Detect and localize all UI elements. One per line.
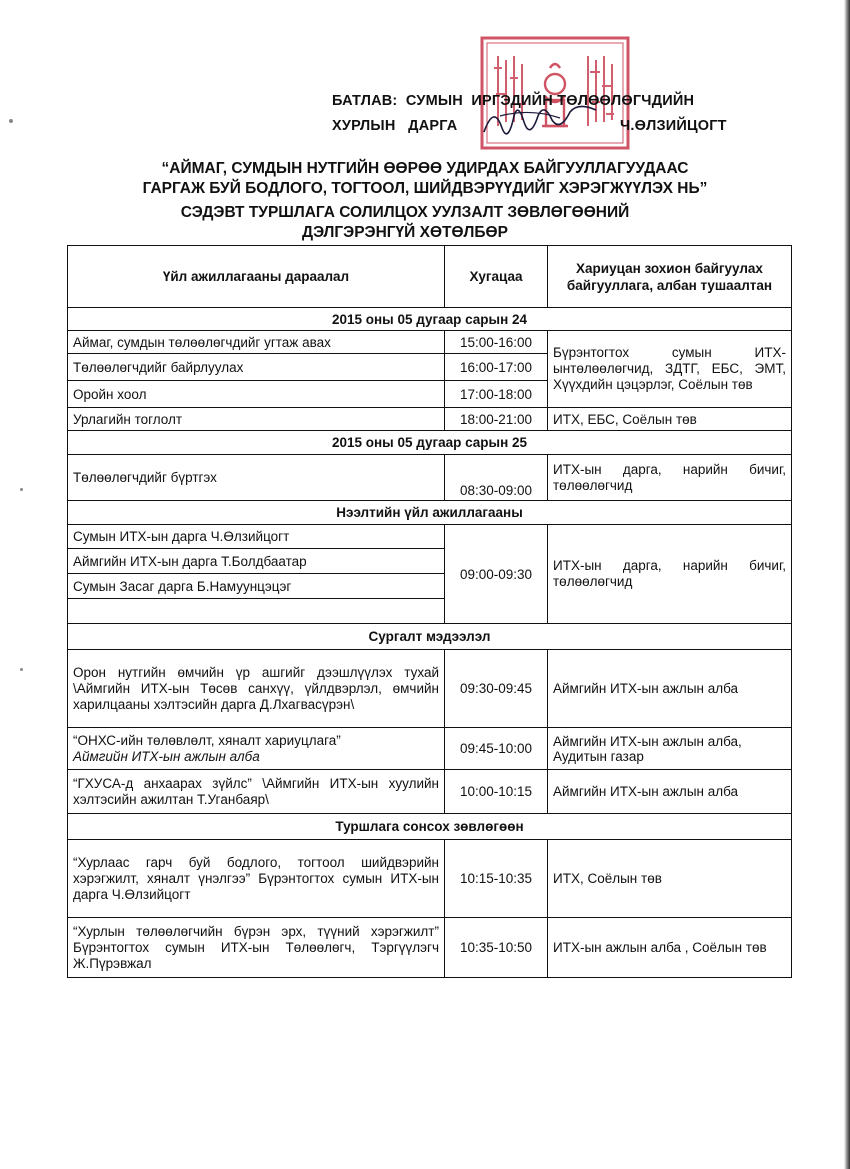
responsible-cell: Аймгийн ИТХ-ын ажлын алба [548,650,792,728]
activity-cell: “Хурлаас гарч буй бодлого, тогтоол шийдвэрийн хэрэгжилт, хяналт үнэлгээ” Бүрэнтогтох сумын ИТХ-ын дарга Ч.Өлзийцогт [68,840,445,918]
activity-cell: Сумын ИТХ-ын дарга Ч.Өлзийцогт [68,525,445,549]
header-time: Хугацаа [445,246,548,308]
activity-cell: Төлөөлөгчдийг байрлуулах [68,354,445,381]
time-cell: 16:00-17:00 [445,354,548,381]
activity-cell: “Хурлын төлөөлөгчийн бүрэн эрх, түүний хэрэгжилт” Бүрэнтогтох сумын ИТХ-ын Төлөөлөгч, Тэргүүлэгч Ж.Пүрэвжал [68,918,445,978]
activity-cell [68,728,445,770]
header-responsible: Хариуцан зохион байгуулах байгууллага, албан тушаалтан [548,246,792,308]
responsible-cell: Бүрэнтогтох сумын ИТХ-ынтөлөөлөгчид, ЗДТГ, ЕБС, ЭМТ, Хүүхдийн цэцэрлэг, Соёлын төв [548,331,792,408]
responsible-cell: Аймгийн ИТХ-ын ажлын алба [548,770,792,814]
time-cell: 10:00-10:15 [445,770,548,814]
responsible-cell: ИТХ-ын ажлын алба , Соёлын төв [548,918,792,978]
time-cell: 17:00-18:00 [445,381,548,408]
header-row [68,246,792,308]
time-cell: 15:00-16:00 [445,331,548,354]
approval-name: Ч.ӨЛЗИЙЦОГТ [620,118,727,134]
approval-line-2: ХУРЛЫН ДАРГА [332,118,458,134]
time-cell: 10:35-10:50 [445,918,548,978]
responsible-cell: ИТХ-ын дарга, нарийн бичиг, төлөөлөгчид [548,525,792,624]
scan-speck [20,668,23,671]
activity-cell: Аймгийн ИТХ-ын дарга Т.Болдбаатар [68,549,445,574]
activity-cell: “ГХУСА-д анхаарах зүйлс” \Аймгийн ИТХ-ын хуулийн хэлтэсийн ажилтан Т.Угaнбаяр\ [68,770,445,814]
title-line-3: СЭДЭВТ ТУРШЛАГА СОЛИЛЦОХ УУЛЗАЛТ ЗӨВЛӨГӨӨНИЙ [180,204,630,221]
table-row [68,331,792,354]
responsible-cell: ИТХ, ЕБС, Соёлын төв [548,408,792,431]
activity-cell: Оройн хоол [68,381,445,408]
responsible-cell: ИТХ-ын дарга, нарийн бичиг, төлөөлөгчид [548,455,792,501]
table-row [68,455,792,501]
time-cell: 09:45-10:00 [445,728,548,770]
schedule-table [67,245,792,978]
training-heading: Сургалт мэдээлэл [68,624,792,650]
table-row [68,650,792,728]
scan-speck [20,488,23,491]
title-line-2: ГАРГАЖ БУЙ БОДЛОГО, ТОГТООЛ, ШИЙДВЭРҮҮДИЙГ ХЭРЭГЖҮҮЛЭХ НЬ” [142,180,708,197]
section-row [68,308,792,331]
title-line-1: “АЙМАГ, СУМДЫН НУТГИЙН ӨӨРӨӨ УДИРДАХ БАЙГУУЛЛАГУУДААС [161,160,689,177]
table-row [68,918,792,978]
activity-presenter: Аймгийн ИТХ-ын ажлын алба [73,748,260,764]
section-row [68,624,792,650]
scan-speck [9,119,13,123]
approval-line-1: БАТЛАВ: СУМЫН ИРГЭДИЙН ТӨЛӨӨЛӨГЧДИЙН [332,93,695,109]
activity-cell: Төлөөлөгчдийг бүртгэх [68,455,445,501]
activity-cell: Аймаг, сумдын төлөөлөгчдийг угтаж авах [68,331,445,354]
opening-heading: Нээлтийн үйл ажиллагааны [68,501,792,525]
day1-heading: 2015 оны 05 дугаар сарын 24 [68,308,792,331]
experience-heading: Туршлага сонсох зөвлөгөөн [68,814,792,840]
responsible-cell: ИТХ, Соёлын төв [548,840,792,918]
responsible-cell: Аймгийн ИТХ-ын ажлын алба, Аудитын газар [548,728,792,770]
activity-cell: Сумын Засаг дарга Б.Намуунцэцэг [68,574,445,599]
section-row [68,501,792,525]
table-row [68,770,792,814]
activity-cell: Орон нутгийн өмчийн үр ашгийг дээшлүүлэх тухай \Аймгийн ИТХ-ын Төсөв санхүү, үйлдвэрлэл, өмчийн харилцааны хэлтэсийн дарга Д.Лхагвасүрэн\ [68,650,445,728]
time-cell: 09:00-09:30 [445,525,548,624]
section-row [68,431,792,455]
activity-title: “ОНХС-ийн төлөвлөлт, хяналт хариуцлага” [73,732,341,748]
table-row [68,840,792,918]
header-activity: Үйл ажиллагааны дараалал [68,246,445,308]
time-cell: 09:30-09:45 [445,650,548,728]
day2-heading: 2015 оны 05 дугаар сарын 25 [68,431,792,455]
section-row [68,814,792,840]
time-cell: 08:30-09:00 [445,455,548,501]
activity-cell: Урлагийн тоглолт [68,408,445,431]
time-cell: 18:00-21:00 [445,408,548,431]
time-cell: 10:15-10:35 [445,840,548,918]
table-row [68,408,792,431]
title-line-4: ДЭЛГЭРЭНГҮЙ ХӨТӨЛБӨР [302,224,508,241]
scan-edge [844,0,850,1169]
table-row [68,728,792,770]
table-row [68,525,792,549]
activity-cell [68,599,445,624]
